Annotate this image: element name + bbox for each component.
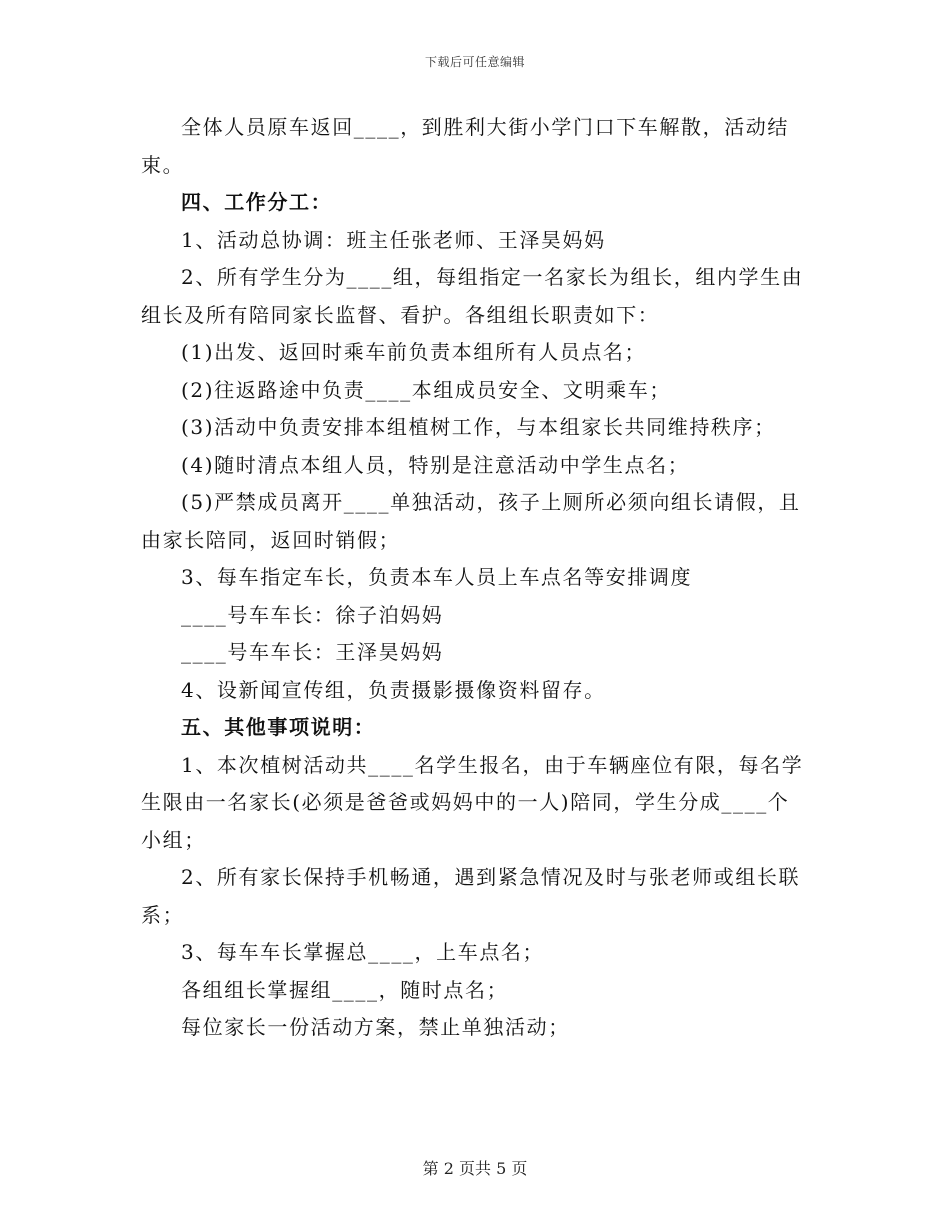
list-item: (2)往返路途中负责____本组成员安全、文明乘车； (181, 377, 671, 402)
paragraph: 2、所有家长保持手机畅通，遇到紧急情况及时与张老师或组长联系； (141, 865, 801, 927)
section-heading: 四、工作分工： (181, 190, 333, 214)
paragraph: 3、每车车长掌握总____，上车点名； (181, 940, 545, 964)
list-item: (4)随时清点本组人员，特别是注意活动中学生点名； (181, 452, 690, 477)
paragraph: ____号车车长：王泽昊妈妈 (181, 640, 444, 664)
list-item: (5)严禁成员离开____单独活动，孩子上厕所必须向组长请假，且由家长陪同，返回时销假； (141, 490, 801, 552)
paragraph: 1、本次植树活动共____名学生报名，由于车辆座位有限，每名学生限由一名家长(必须是爸爸或妈妈中的一人)陪同，学生分成____个小组； (141, 752, 804, 852)
paragraph: 每位家长一份活动方案，禁止单独活动； (181, 1015, 570, 1039)
paragraph: ____号车车长：徐子泊妈妈 (181, 602, 444, 627)
paragraph: 4、设新闻宣传组，负责摄影摄像资料留存。 (181, 677, 606, 702)
document-body (141, 109, 809, 1047)
page-footer: 第 2 页共 5 页 (422, 1159, 528, 1178)
paragraph: 3、每车指定车长，负责本车人员上车点名等安排调度 (181, 565, 693, 589)
paragraph: 1、活动总协调：班主任张老师、王泽昊妈妈 (181, 227, 606, 252)
paragraph: 各组组长掌握组____，随时点名； (181, 977, 509, 1002)
paragraph: 全体人员原车返回____，到胜利大街小学门口下车解散，活动结束。 (141, 115, 789, 177)
page-header: 下载后可任意编辑 (424, 55, 525, 69)
paragraph: 2、所有学生分为____组，每组指定一名家长为组长，组内学生由组长及所有陪同家长监督、看护。各组组长职责如下： (141, 265, 804, 327)
list-item: (1)出发、返回时乘车前负责本组所有人员点名； (181, 340, 647, 364)
section-heading: 五、其他事项说明： (181, 715, 376, 739)
list-item: (3)活动中负责安排本组植树工作，与本组家长共同维持秩序； (181, 415, 776, 439)
